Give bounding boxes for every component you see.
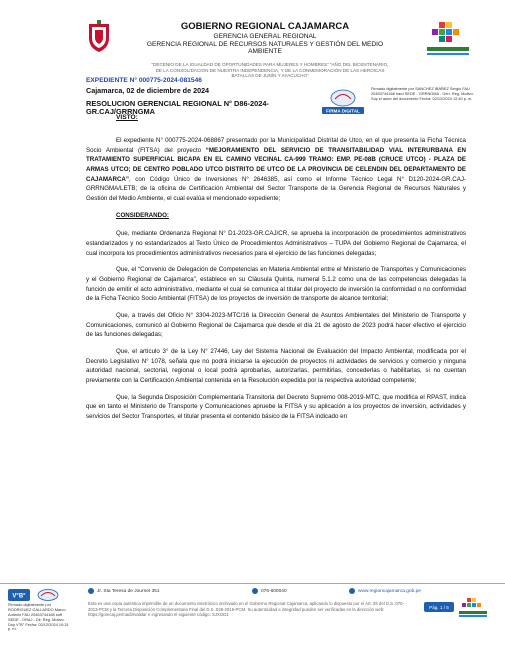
peru-crest-icon bbox=[86, 20, 112, 54]
document-date: Cajamarca, 02 de diciembre de 2024 bbox=[86, 86, 210, 95]
footer-cajamarca-logo-icon bbox=[458, 597, 488, 619]
body-paragraph bbox=[86, 136, 466, 204]
expediente-number: EXPEDIENTE N° 000775-2024-081546 bbox=[86, 77, 202, 84]
digital-signature-badge-label: FIRMA DIGITAL bbox=[326, 108, 360, 114]
phone-icon bbox=[252, 588, 258, 594]
footer-phone bbox=[252, 588, 287, 594]
document-header bbox=[130, 22, 400, 56]
header-title: GOBIERNO REGIONAL CAJAMARCA bbox=[180, 21, 350, 32]
paragraph-text: , con Código Único de Inversiones N° 2646385, así como el Informe Técnico Legal N° D120-2024-GR.CAJ-GRRNGMA/LETB; de la oficina de Certificación Ambiental del Sector Transporte de la Gerencia Regional de Recursos Naturales y Gestión del Medio Ambiente, el cual evalúa el mencionado expediente; bbox=[86, 175, 466, 203]
vobo-signature-badge bbox=[8, 588, 64, 602]
body-paragraph: Que, mediante Ordenanza Regional N° D1-2023-GR.CAJ/CR, se aprueba la incorporación de procedimientos administrativos estandarizados y no estandarizados al Texto Único de Procedimientos Administrativos – TUPA del Gobierno Regional de Cajamarca, el cual incorpora los procedimientos administrativos necesarios para el ejercicio de las funciones delegadas; bbox=[86, 230, 466, 257]
header-subtitle-2: GERENCIA REGIONAL DE RECURSOS NATURALES Y GESTIÓN DEL MEDIO AMBIENTE bbox=[146, 40, 384, 56]
body-paragraph: Que, el artículo 3° de la Ley N° 27446, Ley del Sistema Nacional de Evaluación del Impacto Ambiental, modificada por el Decreto Legislativo N° 1078, señala que no podrá iniciarse la ejecución de proyectos ni actividades de servicios y comercio y ninguna autoridad nacional, sectorial, regional o local podrá aprobarlas, autorizarlas, permitirlas, concederlas o habilitarlas, si no cuentan previamente con la Certificación Ambiental contenida en la Resolución expedida por la respectiva autoridad competente; bbox=[86, 348, 466, 385]
footer-phone-text: 076-600040 bbox=[261, 588, 287, 594]
footer-address-text: Jr. Sta Teresa de Journet 351 bbox=[97, 588, 160, 594]
considerando-heading: CONSIDERANDO: bbox=[116, 211, 169, 219]
page-number: Pág. 1 / 5 bbox=[424, 602, 454, 612]
project-name: “MEJORAMIENTO DEL SERVICIO DE TRANSITABILIDAD VIAL INTERURBANA EN TRATAMIENTO SUPERFICIAL BICAPA EN EL CAMINO VECINAL CA-999 TRAMO: EMP. PE-08B (CRUCE UTCO) - PLAZA DE ARMAS UTCO; DE CENTRO POBLADO UTCO DISTRITO DE UTCO DE LA PROVINCIA DE CELENDIN DEL DEPARTAMENTO DE CAJAMARCA” bbox=[86, 146, 467, 183]
vobo-signature-text: Firmado digitalmente por RODRIGUEZ GALLARDO Marco Antonio FAU 20453744168 soft SEDE - ORAJ - Dir. Reg. Motivo: Doy V°B° Fecha: 02/12/2024 10:31 p. m. bbox=[8, 602, 69, 632]
footer-divider bbox=[0, 583, 505, 584]
body-paragraph: Que, a través del Oficio N° 3304-2023-MTC/16 la Dirección General de Asuntos Ambientales del Ministerio de Transporte y Comunicaciones, comunicó al Gobierno Regional de Cajamarca que desde el día 21 de agosto de 2023 podrá hacer efectivo el ejercicio de las funciones delegadas; bbox=[86, 312, 466, 339]
location-pin-icon bbox=[88, 588, 94, 594]
header-slogan: “DECENIO DE LA IGUALDAD DE OPORTUNIDADES PARA MUJERES Y HOMBRES” “AÑO DEL BICENTENARIO, DE LA CONSOLIDACIÓN DE NUESTRA INDEPENDENCIA, Y DE LA CONMEMORACIÓN DE LAS HEROICAS BATALLAS DE JUNÍN Y AYACUCHO” bbox=[151, 62, 389, 78]
document-body bbox=[86, 136, 466, 429]
cajamarca-logo-icon bbox=[425, 20, 471, 60]
footer-authenticity-note: Esta es una copia auténtica imprimible de un documento electrónico archivado en el Gobierno Regional Cajamarca, aplicando lo dispuesto por el Art. 25 del D.S. 070-2013-PCM y la Tercera Disposición Complementaria Final del D.S. 026-2016-PCM. Su autenticidad e integridad pueden ser verificadas en la dirección web: https://goreсaj.pe/mad3/validar e ingresando el siguiente código: SJXGD1 bbox=[88, 601, 405, 618]
footer-website-link[interactable]: www.regioncajamarca.gob.pe bbox=[358, 588, 421, 594]
header-subtitle-1: GERENCIA GENERAL REGIONAL bbox=[213, 32, 317, 40]
globe-icon bbox=[349, 588, 355, 594]
resolution-title: RESOLUCION GERENCIAL REGIONAL N° D86-2024-GR.CAJ/GRRNGMA bbox=[86, 99, 269, 116]
footer-address bbox=[88, 588, 160, 594]
visto-heading: VISTO: bbox=[116, 114, 138, 121]
footer-website[interactable] bbox=[349, 588, 421, 594]
digital-signature-badge bbox=[318, 88, 368, 116]
body-paragraph: Que, el “Convenio de Delegación de Competencias en Materia Ambiental entre el Ministerio de Transportes y Comunicaciones y el Gobierno Regional de Cajamarca”, establece en su Cláusula Quinta, numeral 5.1.2 como una de las competencias delegadas la función de emitir el acto administrativo, mediante el cual se comunica al titular del proyecto de inversión la conformidad o no conformidad de la Ficha Técnico Socio Ambiental (FITSA) de los proyectos de inversión de transporte de alcance territorial; bbox=[86, 266, 466, 303]
vobo-badge-label: V°B° bbox=[12, 593, 26, 600]
digital-signature-text: Firmado digitalmente por SANCHEZ IBAÑEZ Sergio FAU 20453744168 hard SEDE - GRRNGMA - Gen. Reg. Motivo: Soy el autor del documento Fecha: 02/12/2024 12:40 p. m. bbox=[371, 86, 474, 101]
body-paragraph: Que, la Segunda Disposición Complementaria Transitoria del Decreto Supremo 008-2019-MTC, que modifica el RPAST, indica que en tanto el Ministerio de Transporte y Comunicaciones apruebe la FITSA y su aplicación a los proyectos de inversión, actividades y servicios del Sector Transportes, el titular presenta el contenido básico de la FITSA indicado en bbox=[86, 393, 466, 421]
paragraph-text: El expediente N° 000775-2024-068867 presentado por la Municipalidad Distrital de Utco, en el que presenta la Ficha Técnica Socio Ambiental (FITSA) del proyecto bbox=[86, 137, 466, 154]
